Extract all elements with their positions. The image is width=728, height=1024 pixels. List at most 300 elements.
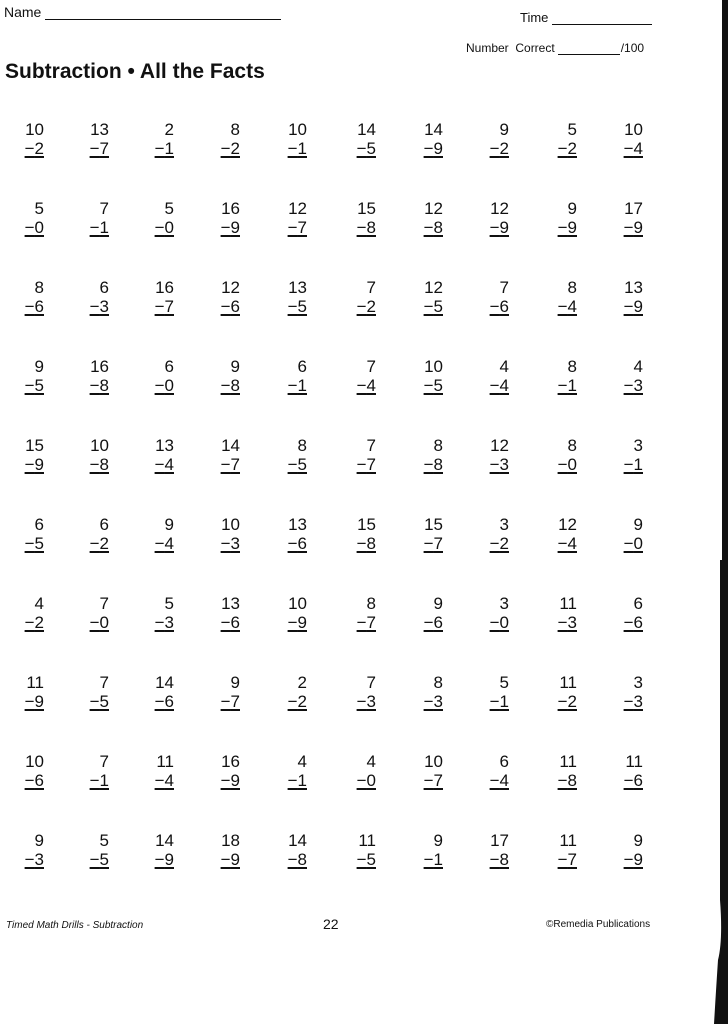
minus-sign-icon: − [423, 534, 434, 553]
minuend: 11 [156, 752, 174, 771]
subtrahend: 8 [297, 850, 307, 869]
subtrahend-line [134, 218, 174, 237]
minuend: 4 [499, 357, 509, 376]
problem-row [0, 594, 700, 673]
minuend: 11 [559, 831, 577, 850]
subtrahend: 6 [34, 297, 44, 316]
subtraction-problem [267, 515, 307, 553]
minuend: 9 [633, 831, 643, 850]
minuend: 4 [366, 752, 376, 771]
problem-row [0, 436, 700, 515]
minus-sign-icon: − [489, 218, 500, 237]
subtraction-problem [336, 752, 376, 790]
minus-sign-icon: − [356, 692, 367, 711]
subtraction-problem [4, 752, 44, 790]
subtraction-problem [403, 515, 443, 553]
minus-sign-icon: − [154, 139, 165, 158]
subtraction-problem [403, 199, 443, 237]
subtrahend-line [200, 692, 240, 711]
minus-sign-icon: − [24, 297, 35, 316]
subtraction-problem [403, 436, 443, 474]
subtrahend-line [200, 297, 240, 316]
minus-sign-icon: − [623, 534, 634, 553]
minus-sign-icon: − [287, 455, 298, 474]
subtraction-problem [603, 594, 643, 632]
subtraction-problem [537, 436, 577, 474]
minus-sign-icon: − [220, 297, 231, 316]
minus-sign-icon: − [154, 850, 165, 869]
subtrahend-line [4, 850, 44, 869]
subtrahend: 1 [297, 771, 307, 790]
subtrahend-line [469, 139, 509, 158]
subtrahend-line [69, 850, 109, 869]
minuend: 10 [25, 752, 44, 771]
subtrahend-line [336, 218, 376, 237]
subtrahend: 8 [366, 218, 376, 237]
minus-sign-icon: − [356, 613, 367, 632]
minuend: 6 [164, 357, 174, 376]
subtraction-problem [134, 436, 174, 474]
problem-row [0, 278, 700, 357]
subtrahend-line [603, 297, 643, 316]
minus-sign-icon: − [24, 613, 35, 632]
subtrahend-line [403, 376, 443, 395]
minuend: 16 [221, 199, 240, 218]
minuend: 6 [99, 515, 109, 534]
subtrahend: 9 [230, 771, 240, 790]
subtrahend-line [469, 850, 509, 869]
minuend: 9 [633, 515, 643, 534]
minus-sign-icon: − [423, 850, 434, 869]
minuend: 5 [164, 594, 174, 613]
subtrahend: 6 [633, 613, 643, 632]
subtrahend-line [336, 376, 376, 395]
subtraction-problem [267, 199, 307, 237]
subtrahend: 5 [366, 139, 376, 158]
minus-sign-icon: − [154, 218, 165, 237]
subtrahend-line [267, 771, 307, 790]
number-correct-total: /100 [620, 41, 645, 55]
subtrahend: 0 [633, 534, 643, 553]
subtrahend: 1 [99, 771, 109, 790]
subtraction-problem [267, 436, 307, 474]
minus-sign-icon: − [220, 613, 231, 632]
minus-sign-icon: − [154, 692, 165, 711]
minuend: 8 [297, 436, 307, 455]
minus-sign-icon: − [356, 139, 367, 158]
minuend: 14 [155, 673, 174, 692]
minuend: 7 [366, 278, 376, 297]
subtrahend-line [134, 850, 174, 869]
subtrahend: 4 [633, 139, 643, 158]
minuend: 8 [567, 436, 577, 455]
subtraction-problem [200, 278, 240, 316]
subtrahend-line [69, 534, 109, 553]
minus-sign-icon: − [489, 771, 500, 790]
subtraction-problem [200, 594, 240, 632]
subtraction-problem [267, 594, 307, 632]
subtrahend-line [200, 455, 240, 474]
subtraction-problem [4, 199, 44, 237]
subtrahend-line [336, 455, 376, 474]
subtraction-problem [603, 278, 643, 316]
subtraction-problem [267, 831, 307, 869]
minuend: 11 [559, 594, 577, 613]
subtrahend-line [69, 218, 109, 237]
minuend: 13 [624, 278, 643, 297]
minus-sign-icon: − [287, 297, 298, 316]
subtrahend-line [134, 534, 174, 553]
minuend: 10 [90, 436, 109, 455]
subtraction-problem [69, 673, 109, 711]
subtrahend: 9 [633, 850, 643, 869]
minus-sign-icon: − [557, 534, 568, 553]
number-correct-blank-line [558, 43, 620, 55]
subtrahend-line [537, 376, 577, 395]
problem-row [0, 199, 700, 278]
subtrahend-line [469, 534, 509, 553]
minuend: 8 [34, 278, 44, 297]
minus-sign-icon: − [356, 534, 367, 553]
subtraction-problem [69, 120, 109, 158]
minuend: 10 [624, 120, 643, 139]
subtrahend: 2 [499, 534, 509, 553]
minuend: 13 [221, 594, 240, 613]
subtrahend-line [403, 850, 443, 869]
subtrahend: 8 [366, 534, 376, 553]
subtraction-problem [537, 515, 577, 553]
subtrahend: 9 [297, 613, 307, 632]
minuend: 12 [558, 515, 577, 534]
minuend: 10 [25, 120, 44, 139]
subtrahend-line [4, 771, 44, 790]
subtraction-problem [469, 436, 509, 474]
subtraction-problem [134, 831, 174, 869]
minuend: 13 [155, 436, 174, 455]
subtrahend-line [469, 297, 509, 316]
subtrahend-line [403, 771, 443, 790]
subtrahend-line [69, 376, 109, 395]
subtrahend-line [469, 613, 509, 632]
subtraction-problem [469, 752, 509, 790]
subtraction-problem [267, 278, 307, 316]
minuend: 13 [288, 278, 307, 297]
subtraction-problem [537, 831, 577, 869]
footer-book-title: Timed Math Drills - Subtraction [6, 920, 144, 931]
minuend: 4 [34, 594, 44, 613]
minus-sign-icon: − [287, 139, 298, 158]
minus-sign-icon: − [423, 218, 434, 237]
minus-sign-icon: − [489, 534, 500, 553]
subtraction-problem [4, 357, 44, 395]
subtrahend-line [69, 455, 109, 474]
subtrahend-line [603, 455, 643, 474]
minuend: 10 [424, 357, 443, 376]
subtrahend: 0 [366, 771, 376, 790]
problem-row [0, 673, 700, 752]
minus-sign-icon: − [623, 692, 634, 711]
subtraction-problem [336, 436, 376, 474]
subtrahend-line [267, 376, 307, 395]
minus-sign-icon: − [154, 455, 165, 474]
subtraction-problem [200, 673, 240, 711]
subtrahend: 0 [34, 218, 44, 237]
minus-sign-icon: − [287, 771, 298, 790]
subtrahend: 8 [99, 455, 109, 474]
problem-row [0, 120, 700, 199]
minuend: 16 [90, 357, 109, 376]
subtrahend: 6 [230, 613, 240, 632]
minuend: 11 [559, 752, 577, 771]
subtrahend: 7 [366, 613, 376, 632]
subtrahend: 1 [633, 455, 643, 474]
minuend: 12 [424, 278, 443, 297]
subtrahend: 8 [567, 771, 577, 790]
minuend: 14 [155, 831, 174, 850]
subtrahend-line [403, 613, 443, 632]
subtraction-problem [200, 436, 240, 474]
minuend: 5 [499, 673, 509, 692]
subtrahend-line [267, 139, 307, 158]
subtraction-problem [267, 120, 307, 158]
subtrahend-line [469, 771, 509, 790]
subtrahend-line [537, 139, 577, 158]
subtrahend-line [69, 297, 109, 316]
minuend: 6 [34, 515, 44, 534]
minuend: 6 [297, 357, 307, 376]
subtrahend-line [537, 613, 577, 632]
subtrahend: 7 [433, 534, 443, 553]
subtrahend-line [4, 297, 44, 316]
subtraction-problem [403, 831, 443, 869]
subtrahend-line [4, 613, 44, 632]
subtraction-problem [336, 831, 376, 869]
subtraction-problem [4, 120, 44, 158]
subtrahend-line [336, 692, 376, 711]
minus-sign-icon: − [557, 218, 568, 237]
subtrahend: 3 [99, 297, 109, 316]
minuend: 9 [567, 199, 577, 218]
minuend: 8 [567, 357, 577, 376]
minus-sign-icon: − [24, 218, 35, 237]
subtrahend-line [537, 850, 577, 869]
minuend: 11 [625, 752, 643, 771]
subtrahend: 1 [164, 139, 174, 158]
subtrahend: 9 [164, 850, 174, 869]
subtrahend-line [537, 692, 577, 711]
subtrahend: 8 [499, 850, 509, 869]
subtrahend: 6 [164, 692, 174, 711]
minus-sign-icon: − [220, 692, 231, 711]
problem-row [0, 752, 700, 831]
minus-sign-icon: − [154, 534, 165, 553]
minuend: 2 [297, 673, 307, 692]
subtrahend-line [69, 613, 109, 632]
subtraction-problem [200, 831, 240, 869]
subtrahend-line [603, 376, 643, 395]
subtraction-problem [336, 278, 376, 316]
subtrahend: 9 [34, 455, 44, 474]
subtraction-problem [134, 594, 174, 632]
subtraction-problem [69, 752, 109, 790]
minuend: 5 [164, 199, 174, 218]
subtraction-problem [69, 436, 109, 474]
subtrahend-line [603, 139, 643, 158]
minuend: 5 [34, 199, 44, 218]
subtrahend-line [267, 692, 307, 711]
minus-sign-icon: − [423, 771, 434, 790]
subtraction-problem [4, 831, 44, 869]
subtrahend-line [267, 218, 307, 237]
minuend: 13 [288, 515, 307, 534]
subtrahend: 3 [34, 850, 44, 869]
subtrahend: 7 [164, 297, 174, 316]
subtrahend-line [4, 692, 44, 711]
minus-sign-icon: − [24, 850, 35, 869]
subtrahend: 7 [297, 218, 307, 237]
subtraction-problem [537, 278, 577, 316]
subtraction-problem [69, 594, 109, 632]
subtraction-problem [200, 199, 240, 237]
subtrahend: 4 [567, 297, 577, 316]
subtrahend: 9 [433, 139, 443, 158]
minuend: 7 [366, 436, 376, 455]
subtraction-problem [469, 673, 509, 711]
subtrahend: 9 [34, 692, 44, 711]
minus-sign-icon: − [423, 692, 434, 711]
minus-sign-icon: − [89, 139, 100, 158]
subtrahend: 4 [567, 534, 577, 553]
minus-sign-icon: − [356, 218, 367, 237]
subtrahend: 6 [433, 613, 443, 632]
name-blank-line [45, 6, 281, 20]
subtrahend: 9 [633, 297, 643, 316]
minuend: 4 [297, 752, 307, 771]
subtrahend: 6 [633, 771, 643, 790]
subtrahend: 5 [366, 850, 376, 869]
subtrahend-line [200, 613, 240, 632]
subtrahend-line [69, 692, 109, 711]
subtraction-problem [469, 831, 509, 869]
subtraction-problem [267, 673, 307, 711]
minuend: 9 [499, 120, 509, 139]
subtrahend: 1 [99, 218, 109, 237]
minuend: 4 [633, 357, 643, 376]
subtrahend-line [603, 771, 643, 790]
minuend: 3 [633, 673, 643, 692]
minus-sign-icon: − [24, 376, 35, 395]
subtrahend: 6 [499, 297, 509, 316]
subtrahend: 0 [164, 376, 174, 395]
minuend: 7 [99, 594, 109, 613]
minuend: 8 [433, 436, 443, 455]
subtraction-problem [336, 357, 376, 395]
minuend: 7 [499, 278, 509, 297]
subtraction-problem [537, 357, 577, 395]
subtraction-problem [469, 515, 509, 553]
subtrahend: 9 [499, 218, 509, 237]
subtrahend: 4 [366, 376, 376, 395]
minus-sign-icon: − [24, 139, 35, 158]
minus-sign-icon: − [623, 455, 634, 474]
minus-sign-icon: − [89, 455, 100, 474]
subtrahend: 2 [567, 692, 577, 711]
minuend: 15 [357, 199, 376, 218]
subtrahend: 7 [567, 850, 577, 869]
minus-sign-icon: − [489, 139, 500, 158]
minuend: 9 [34, 357, 44, 376]
subtraction-problem [336, 515, 376, 553]
subtrahend-line [336, 139, 376, 158]
subtrahend-line [134, 692, 174, 711]
time-field [520, 10, 652, 25]
minuend: 7 [366, 673, 376, 692]
subtraction-problem [469, 278, 509, 316]
subtraction-problem [134, 357, 174, 395]
subtrahend-line [403, 534, 443, 553]
minuend: 8 [567, 278, 577, 297]
subtrahend-line [200, 771, 240, 790]
subtraction-problem [469, 357, 509, 395]
subtrahend: 7 [433, 771, 443, 790]
subtrahend: 6 [230, 297, 240, 316]
minus-sign-icon: − [24, 692, 35, 711]
minuend: 17 [490, 831, 509, 850]
subtraction-problem [603, 120, 643, 158]
subtraction-problem [69, 831, 109, 869]
minus-sign-icon: − [423, 613, 434, 632]
subtrahend-line [69, 771, 109, 790]
subtrahend-line [4, 455, 44, 474]
minus-sign-icon: − [557, 613, 568, 632]
subtrahend: 3 [499, 455, 509, 474]
subtraction-problem [4, 594, 44, 632]
page-number: 22 [323, 916, 339, 932]
minus-sign-icon: − [220, 455, 231, 474]
subtraction-problem [603, 831, 643, 869]
subtraction-problem [69, 515, 109, 553]
subtrahend: 3 [567, 613, 577, 632]
minuend: 5 [99, 831, 109, 850]
minus-sign-icon: − [623, 771, 634, 790]
subtrahend-line [403, 139, 443, 158]
minuend: 8 [433, 673, 443, 692]
subtrahend: 9 [633, 218, 643, 237]
minuend: 7 [99, 199, 109, 218]
number-correct-field [466, 41, 644, 55]
minus-sign-icon: − [154, 297, 165, 316]
minus-sign-icon: − [489, 850, 500, 869]
minus-sign-icon: − [89, 376, 100, 395]
subtraction-problem [403, 594, 443, 632]
subtraction-problem [200, 120, 240, 158]
subtraction-problem [469, 594, 509, 632]
time-blank-line [552, 12, 652, 25]
subtraction-problem [403, 357, 443, 395]
minuend: 16 [221, 752, 240, 771]
minus-sign-icon: − [557, 771, 568, 790]
subtrahend: 3 [433, 692, 443, 711]
subtrahend: 5 [34, 376, 44, 395]
subtrahend-line [69, 139, 109, 158]
subtrahend: 9 [230, 850, 240, 869]
subtrahend-line [4, 376, 44, 395]
subtraction-problem [603, 752, 643, 790]
subtraction-problem [69, 199, 109, 237]
minuend: 6 [499, 752, 509, 771]
subtrahend-line [134, 376, 174, 395]
subtrahend-line [200, 139, 240, 158]
